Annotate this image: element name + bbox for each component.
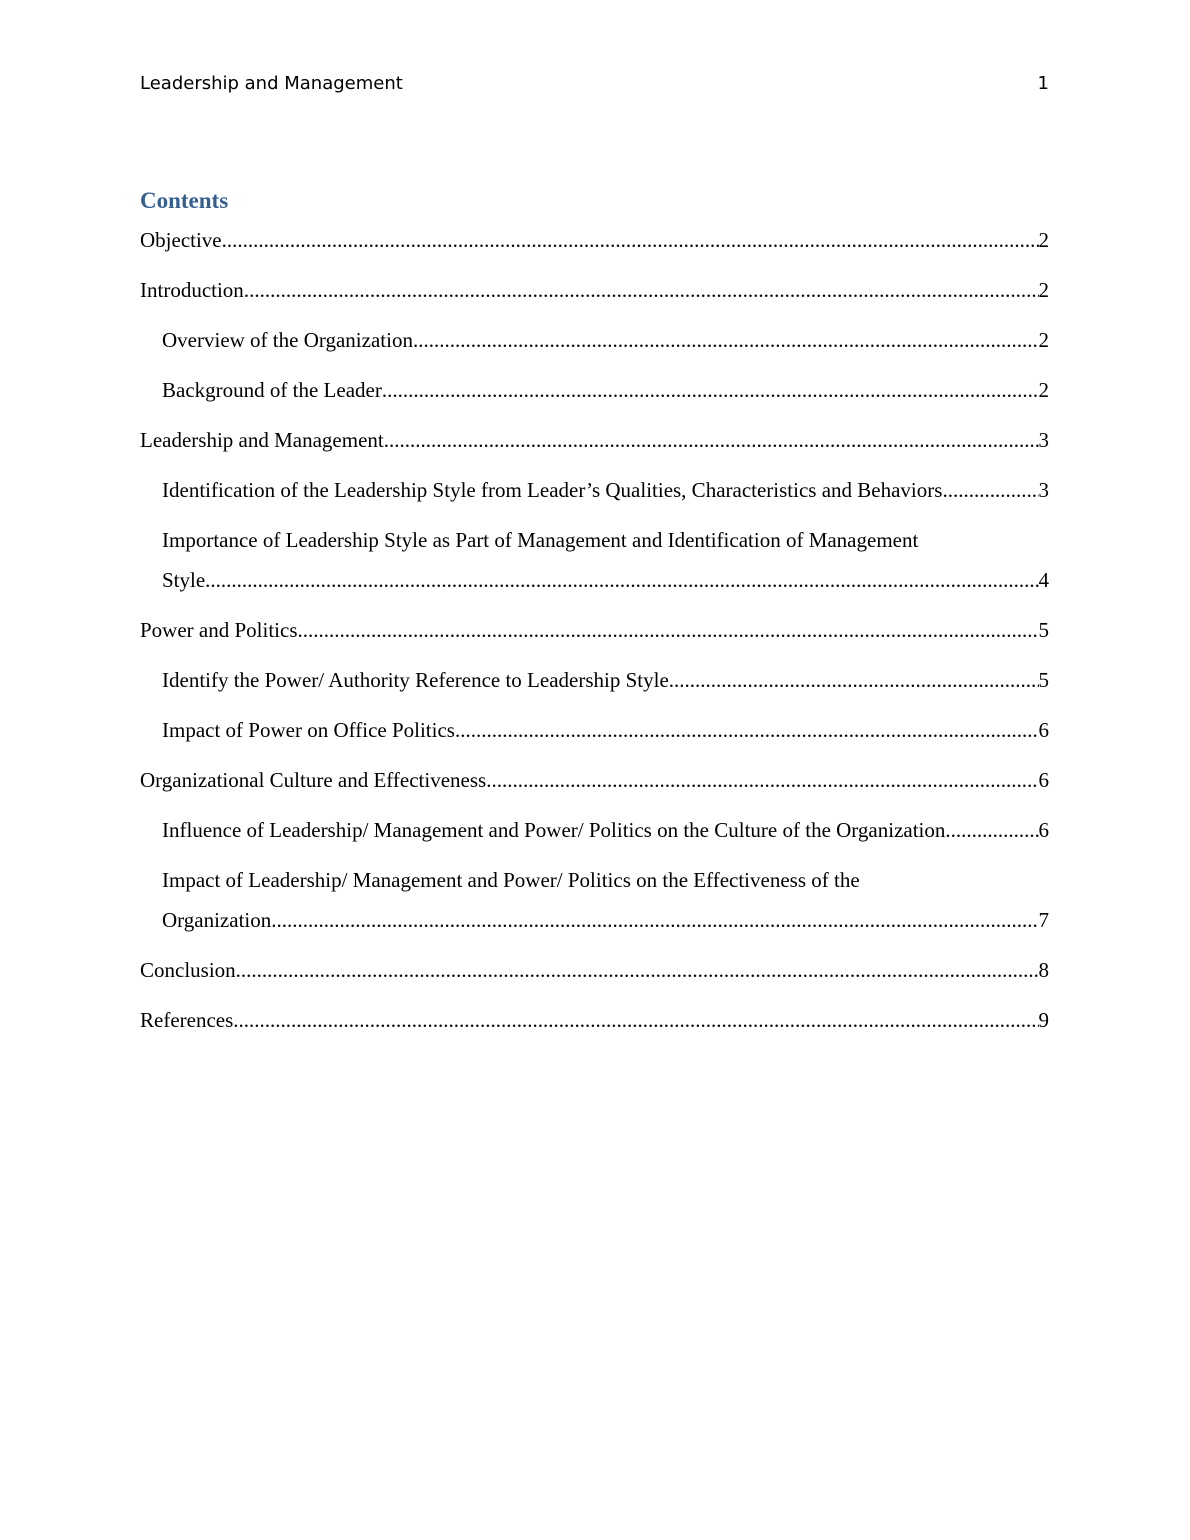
toc-entry-references[interactable]	[140, 1005, 1049, 1035]
toc-entry-page: 2	[1038, 378, 1049, 402]
toc-entry-label: Conclusion	[140, 958, 236, 982]
toc-entry-introduction[interactable]	[140, 275, 1049, 305]
header-page-number: 1	[1037, 73, 1049, 94]
header-title: Leadership and Management	[140, 73, 403, 94]
dot-leader	[233, 1005, 1038, 1035]
dot-leader	[382, 375, 1039, 405]
toc-entry-page: 2	[1038, 278, 1049, 302]
page-header	[140, 71, 1049, 97]
table-of-contents	[140, 225, 1049, 1055]
toc-entry-importance-of-leadership-style[interactable]	[140, 525, 1049, 595]
toc-entry-page: 6	[1038, 768, 1049, 792]
dot-leader	[413, 325, 1039, 355]
toc-entry-label: Objective	[140, 228, 222, 252]
toc-entry-influence-on-culture[interactable]	[140, 815, 1049, 845]
toc-entry-impact-of-power-on-office-politics[interactable]	[140, 715, 1049, 745]
toc-entry-identify-power-authority[interactable]	[140, 665, 1049, 695]
toc-entry-page: 6	[1038, 718, 1049, 742]
toc-entry-label-line2: Organization	[162, 908, 272, 932]
toc-entry-label: Introduction	[140, 278, 244, 302]
toc-entry-page: 4	[1038, 568, 1049, 592]
toc-entry-label: Background of the Leader	[162, 378, 382, 402]
toc-entry-page: 3	[1038, 478, 1049, 502]
toc-entry-page: 6	[1038, 818, 1049, 842]
dot-leader	[244, 275, 1039, 305]
toc-entry-label: Leadership and Management	[140, 428, 384, 452]
toc-entry-label-line1: Importance of Leadership Style as Part of Management and Identification of Management	[162, 528, 919, 552]
toc-entry-page: 9	[1038, 1008, 1049, 1032]
dot-leader	[384, 425, 1039, 455]
toc-entry-page: 5	[1038, 618, 1049, 642]
dot-leader	[486, 765, 1038, 795]
dot-leader	[942, 475, 1038, 505]
toc-entry-label-line2: Style	[162, 568, 206, 592]
toc-entry-label-line1: Impact of Leadership/ Management and Power/ Politics on the Effectiveness of the	[162, 868, 860, 892]
toc-entry-leadership-and-management[interactable]	[140, 425, 1049, 455]
toc-entry-page: 2	[1038, 328, 1049, 352]
toc-entry-page: 5	[1038, 668, 1049, 692]
toc-entry-label: Impact of Power on Office Politics	[162, 718, 455, 742]
toc-entry-page: 7	[1038, 908, 1049, 932]
toc-entry-label: References	[140, 1008, 234, 1032]
toc-entry-power-and-politics[interactable]	[140, 615, 1049, 645]
toc-entry-label: Identification of the Leadership Style from Leader’s Qualities, Characteristics and Behaviors	[162, 478, 943, 502]
dot-leader	[271, 905, 1038, 935]
dot-leader	[669, 665, 1039, 695]
toc-entry-page: 8	[1038, 958, 1049, 982]
toc-entry-impact-on-effectiveness[interactable]	[140, 865, 1049, 935]
toc-entry-organizational-culture[interactable]	[140, 765, 1049, 795]
toc-entry-label: Organizational Culture and Effectiveness	[140, 768, 487, 792]
dot-leader	[455, 715, 1039, 745]
toc-entry-conclusion[interactable]	[140, 955, 1049, 985]
toc-entry-label: Identify the Power/ Authority Reference to Leadership Style	[162, 668, 669, 692]
toc-entry-background-of-leader[interactable]	[140, 375, 1049, 405]
toc-entry-label: Overview of the Organization	[162, 328, 413, 352]
toc-entry-label: Power and Politics	[140, 618, 298, 642]
dot-leader	[236, 955, 1039, 985]
dot-leader	[222, 225, 1039, 255]
dot-leader	[945, 815, 1038, 845]
toc-entry-overview-of-organization[interactable]	[140, 325, 1049, 355]
toc-entry-objective[interactable]	[140, 225, 1049, 255]
toc-entry-label: Influence of Leadership/ Management and Power/ Politics on the Culture of the Organization	[162, 818, 946, 842]
toc-entry-identification-of-leadership-style[interactable]	[140, 475, 1049, 505]
dot-leader	[205, 565, 1038, 595]
dot-leader	[298, 615, 1039, 645]
contents-heading: Contents	[140, 188, 229, 213]
toc-entry-page: 2	[1038, 228, 1049, 252]
toc-entry-page: 3	[1038, 428, 1049, 452]
